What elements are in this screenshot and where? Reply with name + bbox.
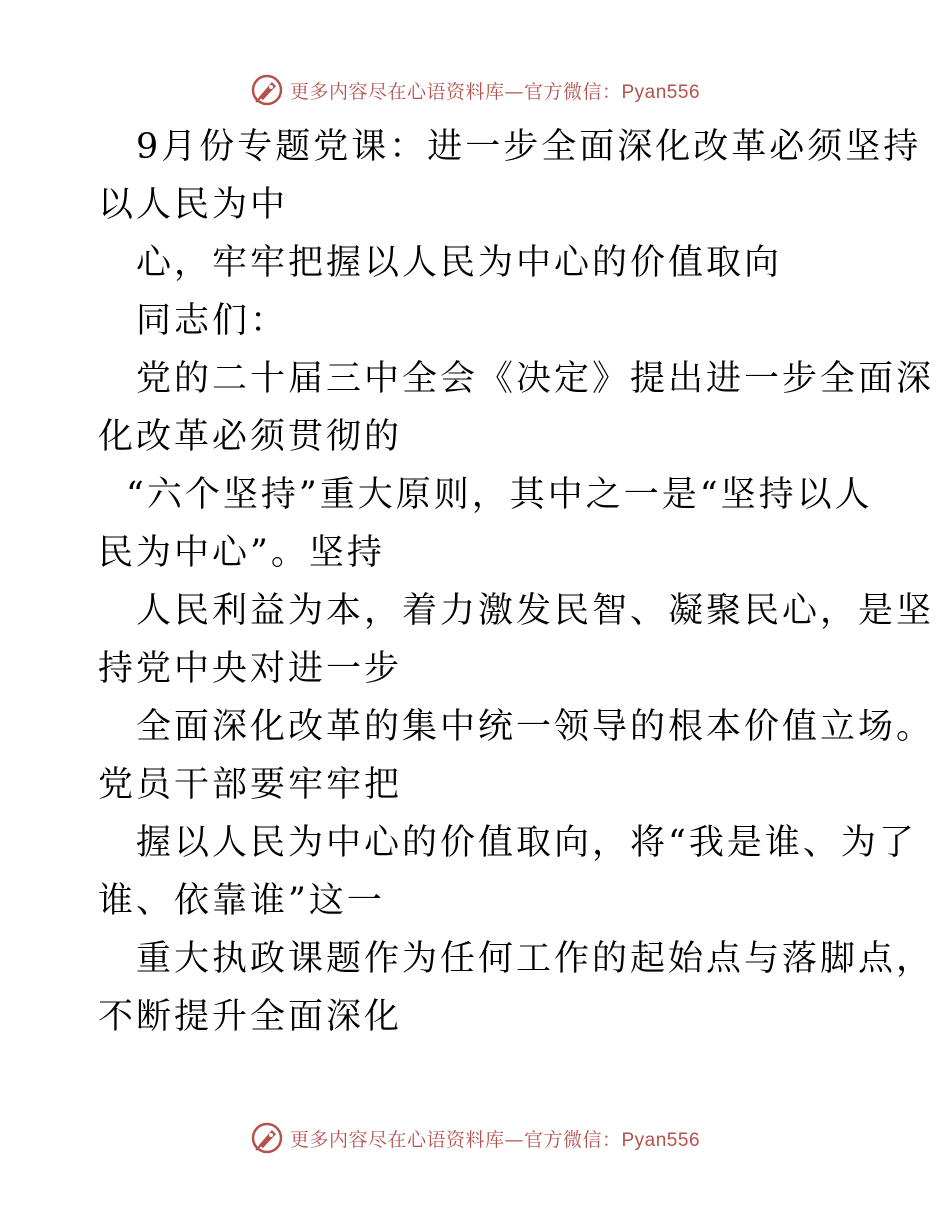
text-line: 9月份专题党课：进一步全面深化改革必须坚持 — [136, 127, 922, 167]
text-line: 握以人民为中心的价值取向，将“我是谁、为了 — [136, 823, 917, 863]
text-line: 党的二十届三中全会《决定》提出进一步全面深 — [136, 359, 935, 399]
text-line: 持党中央对进一步 — [98, 649, 403, 689]
text-line: 以人民为中 — [98, 185, 289, 225]
text-line: 民为中心”。坚持 — [98, 533, 385, 573]
text-line: 同志们： — [136, 301, 289, 341]
pen-nib-circle-icon — [250, 73, 284, 107]
footer-watermark-banner — [0, 1118, 950, 1158]
text-line: 谁、依靠谁”这一 — [98, 881, 385, 921]
document-body — [98, 118, 935, 1046]
pen-nib-circle-icon — [250, 1121, 284, 1155]
wechat-id: Pyan556 — [621, 1129, 701, 1151]
wechat-id: Pyan556 — [621, 81, 701, 103]
watermark-text: 更多内容尽在心语资料库—官方微信：Pyan556 — [289, 1128, 701, 1151]
text-line: “六个坚持”重大原则，其中之一是“坚持以人 — [126, 475, 873, 515]
text-line: 重大执政课题作为任何工作的起始点与落脚点， — [136, 939, 935, 979]
text-line: 全面深化改革的集中统一领导的根本价值立场。 — [136, 707, 935, 747]
text-line: 化改革必须贯彻的 — [98, 417, 403, 457]
header-watermark-banner — [0, 70, 950, 110]
text-line: 不断提升全面深化 — [98, 997, 403, 1037]
text-line: 人民利益为本，着力激发民智、凝聚民心，是坚 — [136, 591, 935, 631]
document-text — [98, 118, 935, 1046]
watermark-text: 更多内容尽在心语资料库—官方微信：Pyan556 — [289, 80, 701, 103]
text-line: 党员干部要牢牢把 — [98, 765, 403, 805]
text-line: 心，牢牢把握以人民为中心的价值取向 — [136, 243, 783, 283]
